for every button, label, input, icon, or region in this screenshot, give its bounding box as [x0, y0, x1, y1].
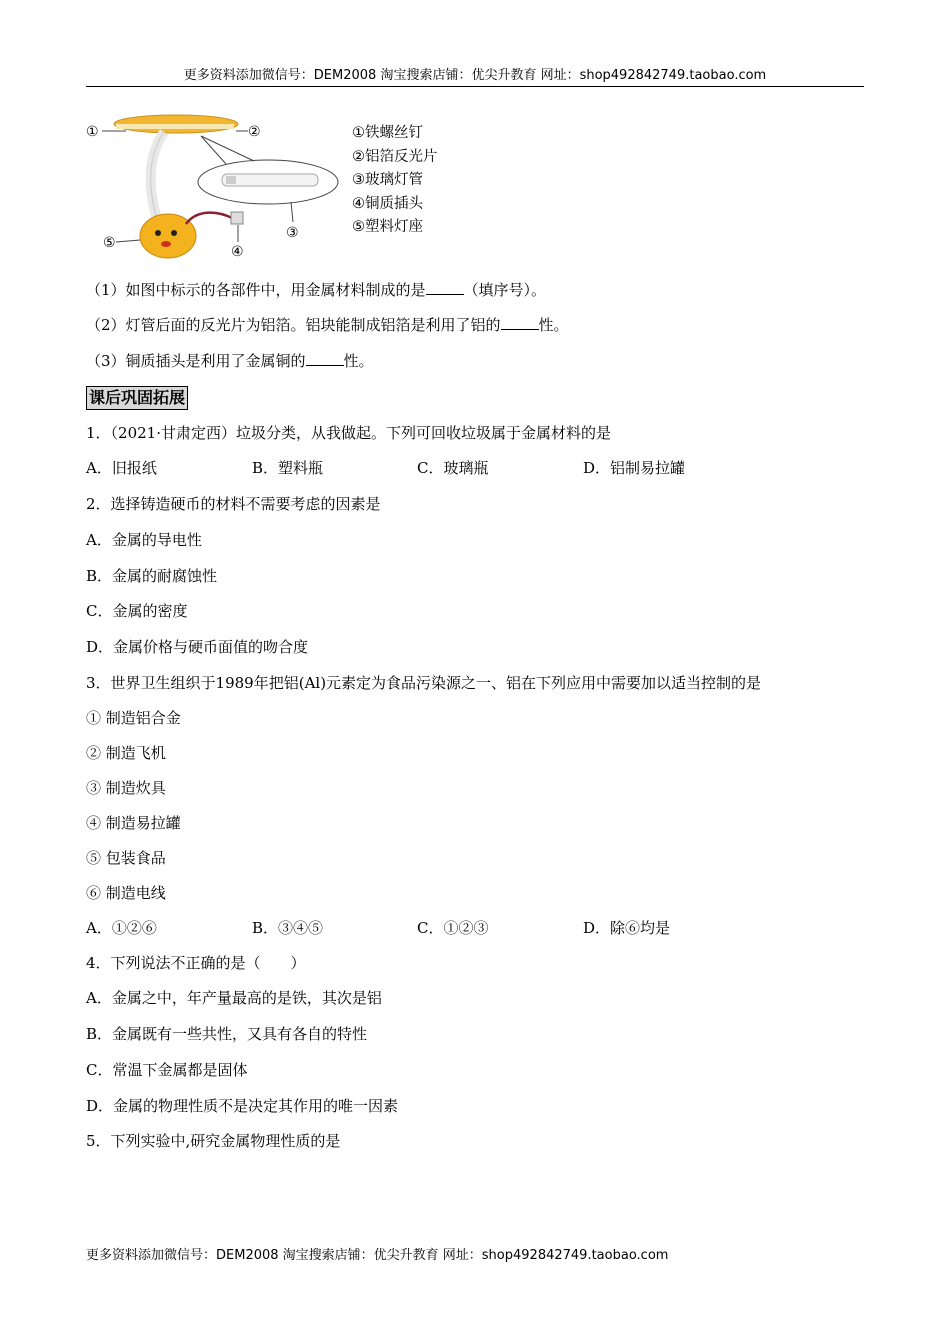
page-header: 更多资料添加微信号：DEM2008 淘宝搜索店铺：优尖升教育 网址：shop492842749.taobao.com [86, 66, 864, 87]
legend-item: ④铜质插头 [352, 195, 423, 212]
q3-item: ⑤ 包装食品 [86, 849, 166, 867]
q2-option-a: A．金属的导电性 [86, 531, 202, 549]
q4-option-c: C．常温下金属都是固体 [86, 1061, 248, 1079]
q4-option-b: B．金属既有一些共性，又具有各自的特性 [86, 1025, 368, 1043]
question-text: 性。 [538, 316, 569, 334]
question-text: （3）铜质插头是利用了金属铜的 [86, 352, 306, 370]
q1-option-b: B．塑料瓶 [252, 459, 324, 477]
q5-stem: 5．下列实验中,研究金属物理性质的是 [86, 1132, 341, 1150]
callout-1: ① [86, 124, 99, 140]
q3-option-a: A．①②⑥ [86, 919, 157, 937]
intro-question-1 [86, 279, 546, 301]
glass-tube [222, 174, 318, 186]
intro-question-3 [86, 350, 374, 372]
answer-blank [306, 351, 344, 366]
q2-option-b: B．金属的耐腐蚀性 [86, 567, 218, 585]
section-title: 课后巩固拓展 [86, 386, 188, 410]
q3-item: ③ 制造炊具 [86, 779, 166, 797]
answer-blank [426, 280, 464, 295]
figure-legend [352, 122, 438, 240]
question-text: 性。 [343, 352, 374, 370]
legend-item: ①铁螺丝钉 [352, 125, 423, 141]
plug [231, 212, 243, 224]
q3-item: ④ 制造易拉罐 [86, 814, 181, 832]
question-text: （填序号）。 [463, 281, 547, 299]
q3-option-b: B．③④⑤ [252, 919, 324, 937]
q2-option-d: D．金属价格与硬币面值的吻合度 [86, 638, 309, 656]
q3-option-c: C．①②③ [417, 919, 489, 937]
intro-question-2 [86, 314, 569, 336]
legend-item: ③玻璃灯管 [352, 172, 423, 188]
legend-item: ⑤塑料灯座 [352, 219, 423, 235]
q3-stem: 3．世界卫生组织于1989年把铝(Al)元素定为食品污染源之一、铝在下列应用中需要加以适当控制的是 [86, 674, 762, 692]
callout-4: ④ [231, 244, 244, 260]
q4-option-a: A．金属之中，年产量最高的是铁，其次是铝 [86, 989, 382, 1007]
answer-blank [501, 315, 539, 330]
legend-item: ②铝箔反光片 [352, 148, 438, 165]
q1-stem: 1．（2021·甘肃定西）垃圾分类，从我做起。下列可回收垃圾属于金属材料的是 [86, 424, 611, 442]
q3-option-d: D．除⑥均是 [583, 919, 671, 937]
page-footer: 更多资料添加微信号：DEM2008 淘宝搜索店铺：优尖升教育 网址：shop492842749.taobao.com [86, 1248, 669, 1263]
lamp-cord [186, 213, 232, 224]
q3-item: ⑥ 制造电线 [86, 884, 166, 902]
q4-option-d: D．金属的物理性质不是决定其作用的唯一因素 [86, 1097, 399, 1115]
q2-option-c: C．金属的密度 [86, 602, 188, 620]
q2-stem: 2．选择铸造硬币的材料不需要考虑的因素是 [86, 495, 381, 513]
callout-2: ② [248, 124, 261, 140]
q1-option-c: C．玻璃瓶 [417, 459, 489, 477]
q3-item: ① 制造铝合金 [86, 709, 181, 727]
callout-3: ③ [286, 225, 299, 241]
question-text: （1）如图中标示的各部件中，用金属材料制成的是 [86, 281, 426, 299]
callout-5: ⑤ [103, 235, 116, 251]
q1-option-d: D．铝制易拉罐 [583, 459, 686, 477]
question-text: （2）灯管后面的反光片为铝箔。铝块能制成铝箔是利用了铝的 [86, 316, 501, 334]
q4-stem: 4．下列说法不正确的是（ ） [86, 954, 306, 972]
q1-option-a: A．旧报纸 [86, 459, 157, 477]
q3-item: ② 制造飞机 [86, 744, 166, 762]
